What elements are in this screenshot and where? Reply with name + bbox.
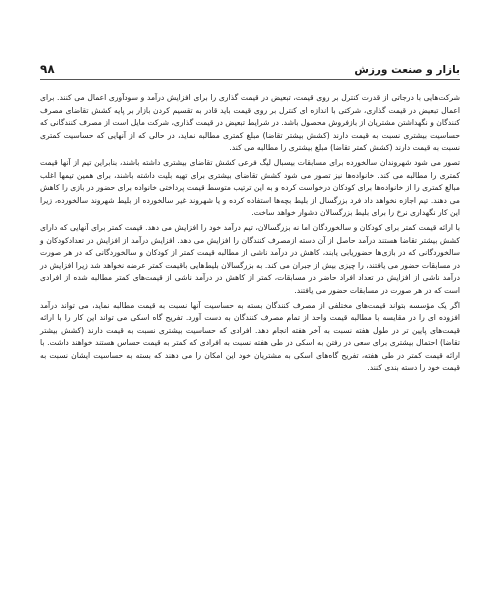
running-header <box>40 62 460 80</box>
page-number: ۹۸ <box>40 62 55 76</box>
paragraph: اگر یک مؤسسه بتواند قیمت‌های مختلفی از مصرف کنندگان بسته به حساسیت آنها نسبت به قیمت مطالبه نماید، می تواند درآمد افزوده ای را در مقایسه با مطالبه قیمت واحد از تمام مصرف کنندگان به دست آورد. تفریح گاه اسکی می تواند این کار را با ارائه قیمت‌های پایین تر در طول هفته نسبت به آخر هفته انجام دهد. افرادی که حساسیت بیشتری نسبت به قیمت دارند (کشش بیشتر تقاضا) احتمال بیشتری برای سعی در رفتن به اسکی در طی هفته نسبت به افرادی که کمتر به قیمت حساس هستند خواهند داشت. با ارائه قیمت کمتر در طی هفته، تفریح گاه‌های اسکی به مشتریان خود این امکان را می دهند که بسته به حساسیت ایشان نسبت به قیمت خود را دسته بندی کنند. <box>40 300 460 373</box>
paragraph: تصور می شود شهروندان سالخورده برای مسابقات بیسبال لیگ فرعی کشش تقاضای بیشتری داشته باشند، بنابراین تیم از آنها قیمت کمتری را مطالبه می کند. خانواده‌ها نیز تصور می شود کشش تقاضای بیشتری برای تهیه بلیت داشته باشند، برای همین تیمها اغلب مبالغ کمتری را از خانواده‌ها برای کودکان درخواست کرده و به این ترتیب متوسط قیمت پرداختی خانواده برای حضور در بازی را کاهش می دهند. تیم اجازه نخواهد داد فرد بزرگسال از بلیط بچه‌ها استفاده کرده و یا شهروند غیر سالخورده از بلیط شهروند سالخورده، زیرا این کار نگهداری نرخ را برای بلیط بزرگسالان دشوار خواهد ساخت. <box>40 157 460 218</box>
body-text <box>40 92 460 375</box>
running-title: بازار و صنعت ورزش <box>354 64 460 76</box>
paragraph: با ارائه قیمت کمتر برای کودکان و سالخوردگان اما نه بزرگسالان، تیم درآمد خود را افزایش می دهد. قیمت کمتر برای آنهایی که دارای کشش بیشتر تقاضا هستند درآمد حاصل از آن دسته ازمصرف کنندگان را افزایش می دهد. افزایش درآمد از افزایش در تعدادکودکان و سالخوردگانی که در بازی‌ها حضوریابی یابند، کاهش در درآمد ناشی از مطالبه قیمت کمتر از کودکان و سالخوردگانی که در هر صورت در مسابقات حضور می یافتند، را چیزی بیش از جبران می کند. به بزرگسالان بلیط‌هایی باقیمت کمتر عرضه نخواهد شد زیرا افزایش در درآمد ناشی از افزایش در تعداد افراد حاضر در مسابقات، کمتر از کاهش در درآمد ناشی از قیمت‌های کمتر مطالبه شده از افرادی است که در هر صورت در مسابقات حضور می یافتند. <box>40 222 460 295</box>
paragraph: شرکت‌هایی با درجاتی از قدرت کنترل بر روی قیمت، تبعیض در قیمت گذاری را برای افزایش درآمد و سودآوری اعمال می کنند. برای اعمال تبعیض در قیمت گذاری، شرکتی با اندازه ای کنترل بر روی قیمت باید قادر به تقسیم کردن بازار بر پایه کشش تقاضای مصرف کنندگان و نگهداشتن مشتریان از بازفروش محصول باشد. در شرایط تبعیض در قیمت گذاری، شرکت مایل است از مصرف کنندگانی که حساسیت بیشتری نسبت به قیمت دارند (کشش بیشتر تقاضا) مبلغ کمتری مطالبه نماید، در حالی که از آنهایی که حساسیت کمتری نسبت به قیمت دارند (کشش کمتر تقاضا) مبلغ بیشتری را مطالبه می کند. <box>40 93 460 153</box>
